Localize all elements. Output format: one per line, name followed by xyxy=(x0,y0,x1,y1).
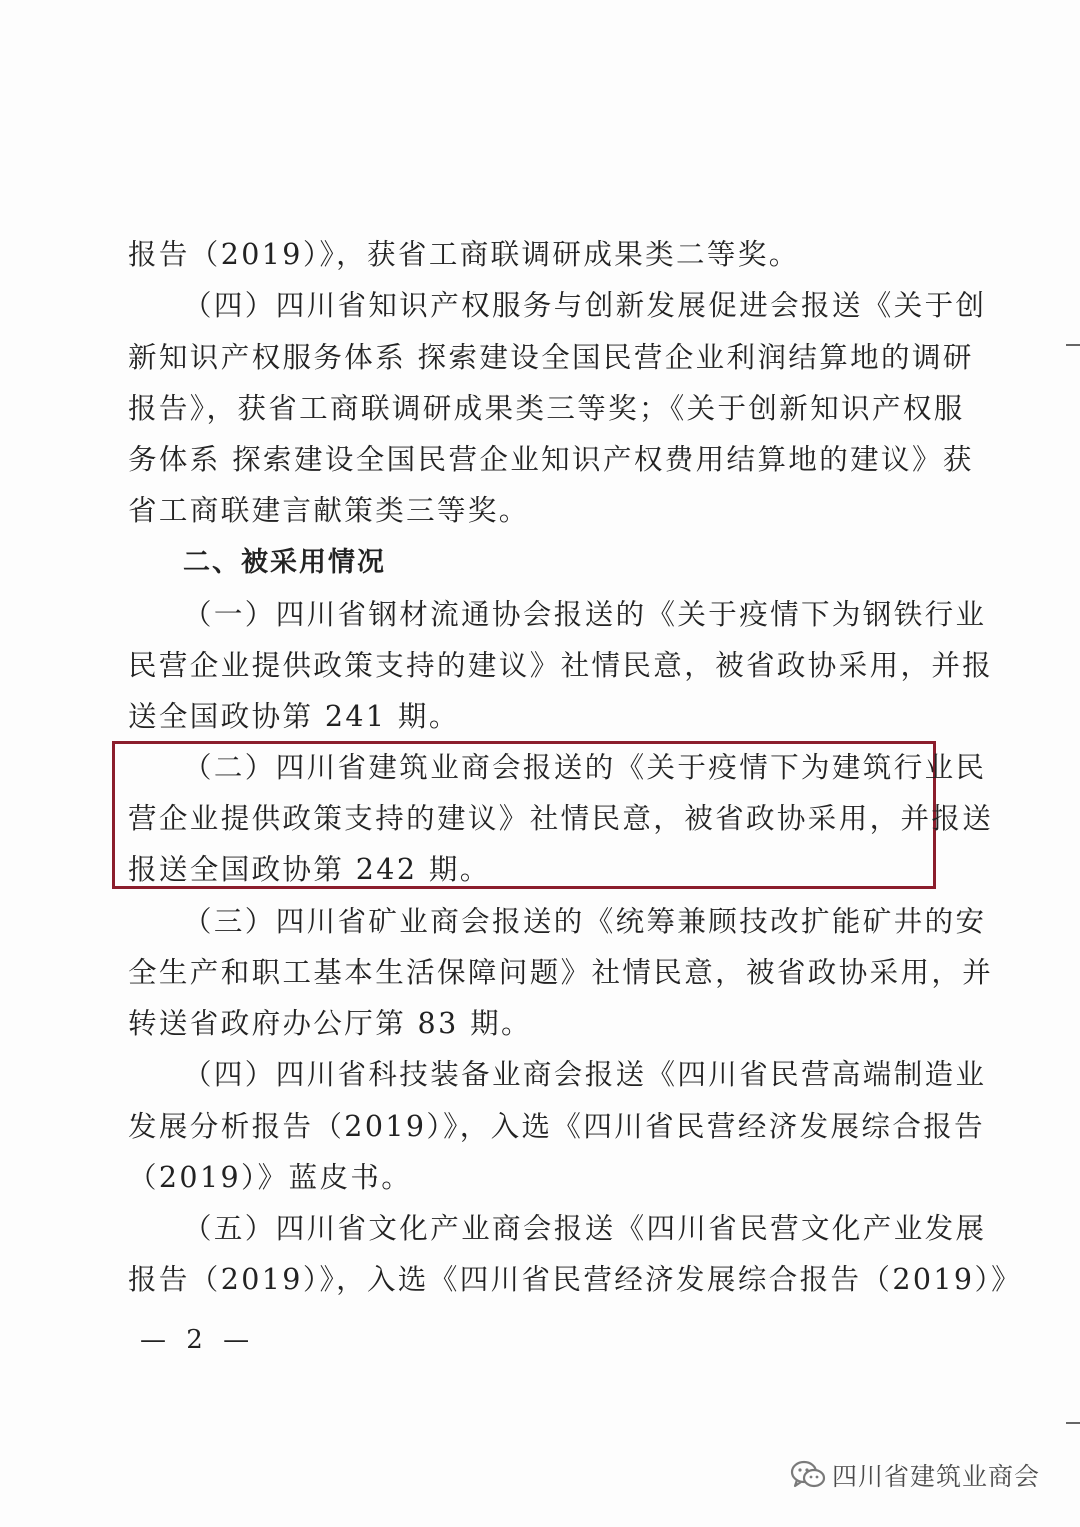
edge-mark xyxy=(1066,344,1080,346)
text-line: （四）四川省科技装备业商会报送《四川省民营高端制造业 xyxy=(183,1058,987,1091)
text-line: 务体系 探索建设全国民营企业知识产权费用结算地的建议》获 xyxy=(128,443,974,476)
text-line: （三）四川省矿业商会报送的《统筹兼顾技改扩能矿井的安 xyxy=(183,905,987,938)
watermark-text: 四川省建筑业商会 xyxy=(832,1462,1041,1491)
text-line: （五）四川省文化产业商会报送《四川省民营文化产业发展 xyxy=(183,1212,987,1245)
page-number: — 2 — xyxy=(140,1325,256,1355)
text-line: 送全国政协第 241 期。 xyxy=(128,700,460,733)
text-line: 报告（2019）》，入选《四川省民营经济发展综合报告（2019）》 xyxy=(128,1263,1023,1296)
text-line: 新知识产权服务体系 探索建设全国民营企业利润结算地的调研 xyxy=(128,341,974,374)
wechat-icon xyxy=(790,1459,826,1491)
text-line: 民营企业提供政策支持的建议》社情民意，被省政协采用，并报 xyxy=(128,649,994,682)
edge-mark xyxy=(1066,1422,1080,1424)
highlighted-line: （二）四川省建筑业商会报送的《关于疫情下为建筑行业民 xyxy=(183,751,987,784)
text-line: 发展分析报告（2019）》，入选《四川省民营经济发展综合报告 xyxy=(128,1110,986,1143)
watermark xyxy=(790,1455,1040,1495)
text-line: 报告》，获省工商联调研成果类三等奖；《关于创新知识产权服 xyxy=(128,392,965,425)
text-line: （四）四川省知识产权服务与创新发展促进会报送《关于创 xyxy=(183,289,987,322)
section-heading: 二、被采用情况 xyxy=(183,547,386,578)
highlighted-line: 营企业提供政策支持的建议》社情民意，被省政协采用，并报送 xyxy=(128,802,994,835)
text-line: 全生产和职工基本生活保障问题》社情民意，被省政协采用，并 xyxy=(128,956,994,989)
text-line: 省工商联建言献策类三等奖。 xyxy=(128,494,530,527)
highlighted-line: 报送全国政协第 242 期。 xyxy=(128,853,491,886)
text-line: （一）四川省钢材流通协会报送的《关于疫情下为钢铁行业 xyxy=(183,598,987,631)
text-line: （2019）》蓝皮书。 xyxy=(128,1161,413,1194)
text-line: 报告（2019）》，获省工商联调研成果类二等奖。 xyxy=(128,238,800,271)
text-line: 转送省政府办公厅第 83 期。 xyxy=(128,1007,532,1040)
